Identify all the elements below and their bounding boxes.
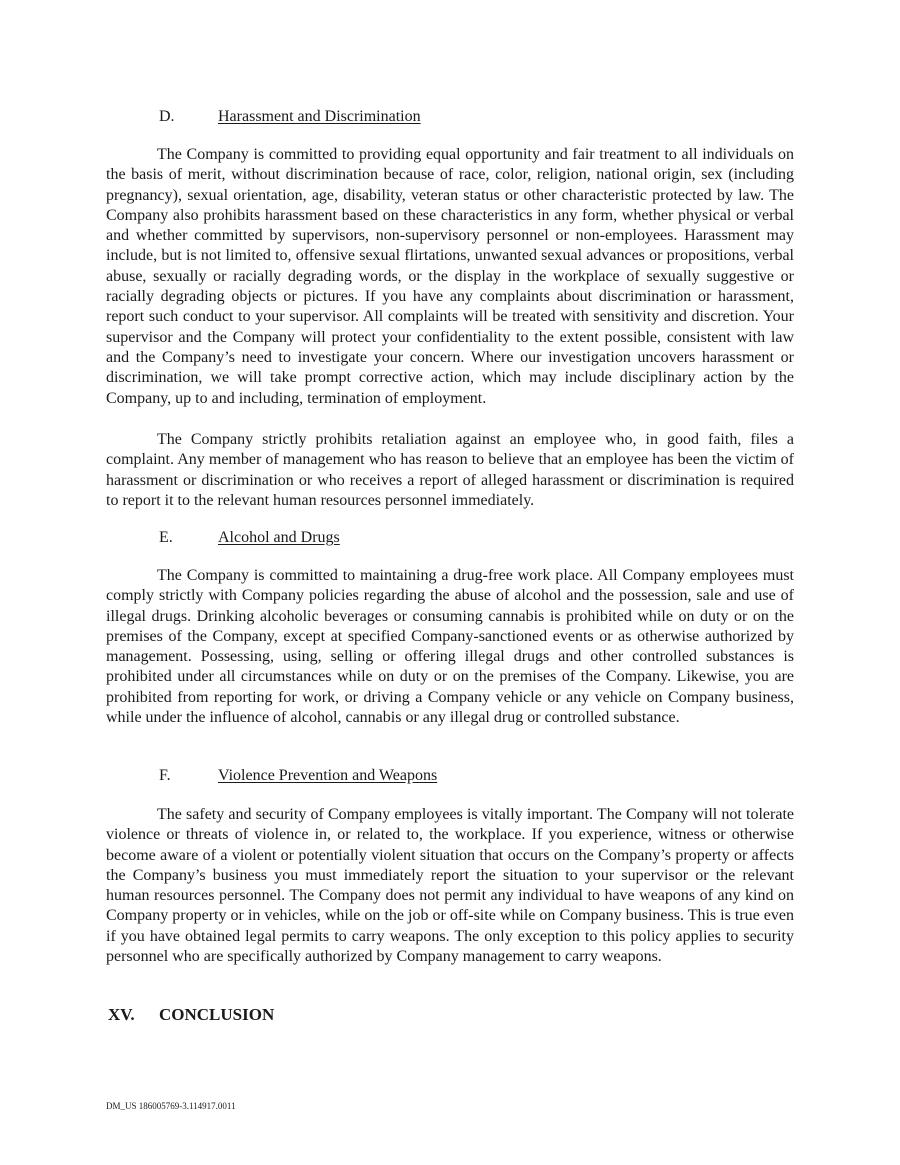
section-d-heading [106,106,794,128]
section-d-paragraph-2: The Company strictly prohibits retaliation against an employee who, in good faith, files a complaint. Any member of management who has reason to believe that an employee has been the victim of harassment or discrimination or who receives a report of alleged harassment or discrimination is required to report it to the relevant human resources personnel immediately. [106,431,794,509]
section-f-paragraph-1: The safety and security of Company employees is vitally important. The Company will not tolerate violence or threats of violence in, or related to, the workplace. If you experience, witness or otherwise become aware of a violent or potentially violent situation that occurs on the Company’s property or affects the Company’s business you must immediately report the situation to your supervisor or the relevant human resources personnel. The Company does not permit any individual to have weapons of any kind on Company property or in vehicles, while on the job or off-site while on Company business. This is true even if you have obtained legal permits to carry weapons. The only exception to this policy applies to security personnel who are specifically authorized by Company management to carry weapons. [106,806,794,966]
section-e-heading [106,527,794,549]
section-e-paragraph-1: The Company is committed to maintaining a drug-free work place. All Company employees must comply strictly with Company policies regarding the abuse of alcohol and the possession, sale and use of illegal drugs. Drinking alcoholic beverages or consuming cannabis is prohibited while on duty or on the premises of the Company, except at specified Company-sanctioned events or as otherwise authorized by management. Possessing, using, selling or offering illegal drugs and other controlled substances is prohibited under all circumstances while on duty or on the premises of the Company. Likewise, you are prohibited from reporting for work, or driving a Company vehicle or any vehicle on Company business, while under the influence of alcohol, cannabis or any illegal drug or controlled substance. [106,567,794,727]
conclusion-heading [106,1004,794,1026]
section-f-letter: F. [159,767,171,784]
section-f-title: Violence Prevention and Weapons [218,767,438,784]
section-d-letter: D. [159,108,175,125]
footer-doc-id: DM_US 186005769-3.114917.0011 [106,1101,236,1111]
section-e-letter: E. [159,529,173,546]
section-d-paragraph-1: The Company is committed to providing equal opportunity and fair treatment to all individuals on the basis of merit, without discrimination because of race, color, religion, national origin, sex (including pregnancy), sexual orientation, age, disability, veteran status or other characteristic protected by law. The Company also prohibits harassment based on these characteristics in any form, whether physical or verbal and whether committed by supervisors, non-supervisory personnel or non-employees. Harassment may include, but is not limited to, offensive sexual flirtations, unwanted sexual advances or propositions, verbal abuse, sexually or racially degrading words, or the display in the workplace of sexually suggestive or racially degrading objects or pictures. If you have any complaints about discrimination or harassment, report such conduct to your supervisor. All complaints will be treated with sensitivity and discretion. Your supervisor and the Company will protect your confidentiality to the extent possible, consistent with law and the Company’s need to investigate your concern. Where our investigation uncovers harassment or discrimination, we will take prompt corrective action, which may include disciplinary action by the Company, up to and including, termination of employment. [106,146,794,407]
section-e-title: Alcohol and Drugs [218,529,340,546]
conclusion-number: XV. [108,1005,135,1024]
section-d-title: Harassment and Discrimination [218,108,421,125]
section-f-heading [106,765,794,787]
conclusion-title: CONCLUSION [159,1005,275,1024]
